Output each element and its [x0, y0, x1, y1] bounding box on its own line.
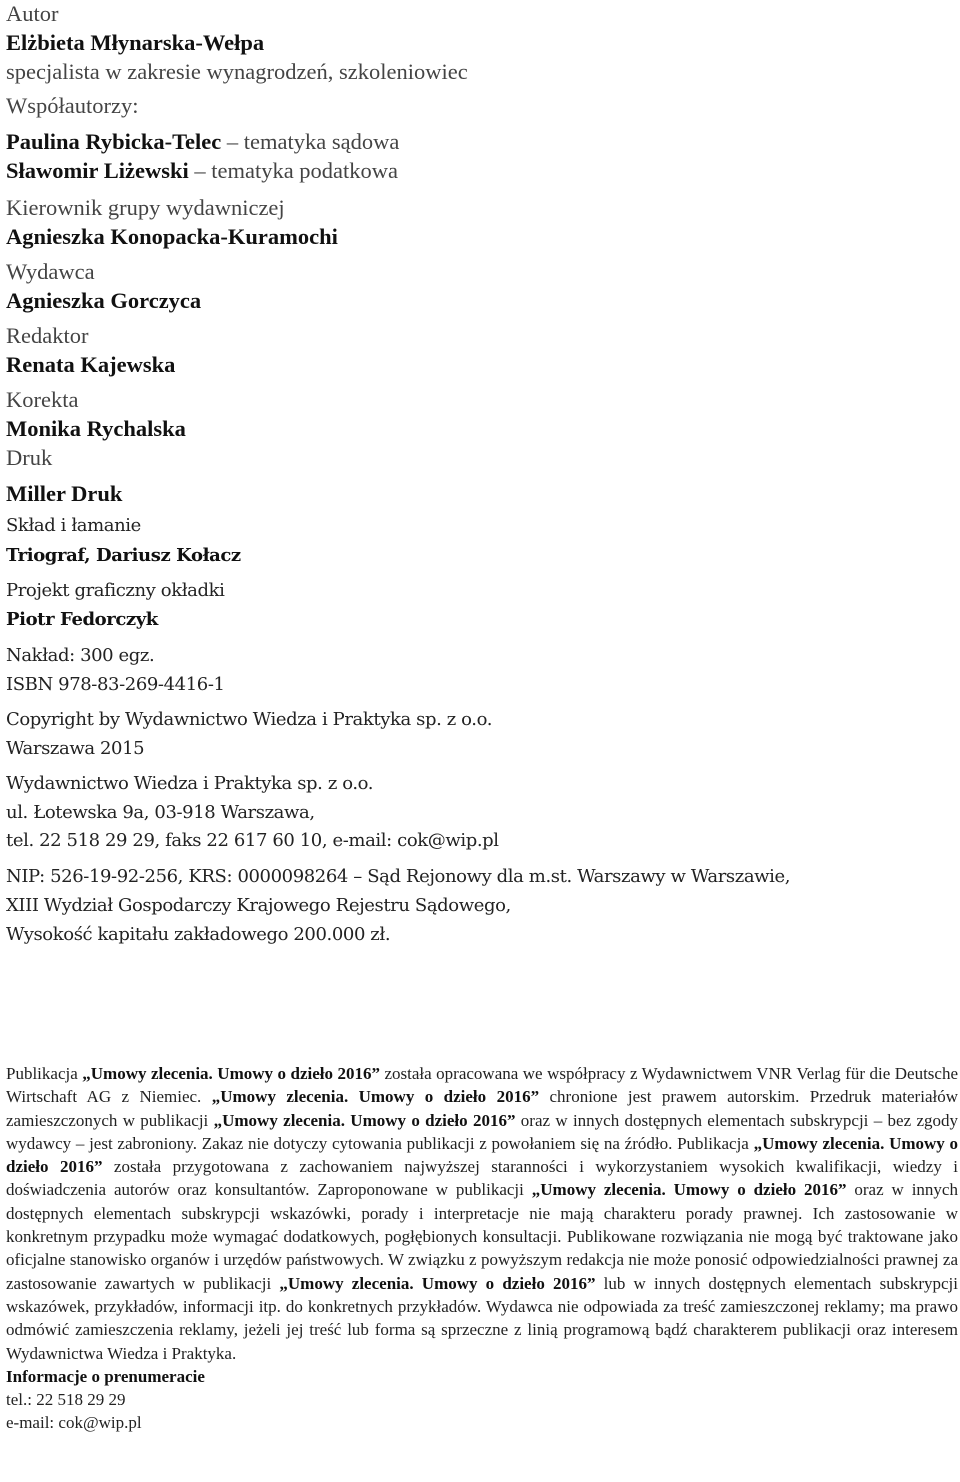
subscription-phone: tel.: 22 518 29 29 — [6, 1390, 126, 1410]
place-year: Warszawa 2015 — [6, 738, 145, 759]
author-name: Elżbieta Młynarska-Wełpa — [6, 30, 265, 55]
cover-name: Piotr Fedorczyk — [6, 609, 158, 630]
cover-label: Projekt graficzny okładki — [6, 580, 225, 601]
coauthors-label: Współautorzy: — [6, 93, 139, 118]
author-label: Autor — [6, 1, 59, 26]
coauthor-2-role: – tematyka podatkowa — [194, 158, 399, 183]
subscription-info — [6, 1365, 958, 1435]
editor-name: Renata Kajewska — [6, 352, 176, 377]
legal-notice — [6, 1062, 958, 1435]
isbn: ISBN 978-83-269-4416-1 — [6, 674, 225, 695]
legal-text-7: lub w innych dostępnych elementach subskrypcji wskazówek, przykładów, informacji itp. do konkretnych przykładów. Wydawca nie odpowiada za treść zamieszczonej reklamy; ma prawo odmówić zamieszczenia reklamy, jeżeli jej treść lub forma są sprzeczne z linią programową bądź charakterem publikacji oraz interesem Wydawnictwa Wiedza i Praktyka. — [6, 1273, 958, 1363]
publication-title-4: „Umowy zlecenia. Umowy o dzieło 2016” — [6, 1133, 958, 1177]
court-registry: XIII Wydział Gospodarczy Krajowego Rejestru Sądowego, — [6, 895, 511, 916]
group-head-name: Agnieszka Konopacka-Kuramochi — [6, 224, 338, 249]
subscription-email: e-mail: cok@wip.pl — [6, 1413, 142, 1433]
legal-text-6: oraz w innych dostępnych elementach subskrypcji wskazówki, porady i interpretacje nie mają charakteru porady prawnej. Ich zastosowanie w konkretnym przypadku może wymagać dodatkowych, pogłębionych konsultacji. Publikowane rozwiązania nie mogą być traktowane jako oficjalne stanowisko organów i urzędów państwowych. W związku z powyższym redakcja nie może ponosić odpowiedzialności prawnej za zastosowanie zawartych w publikacji — [6, 1180, 958, 1293]
copyright: Copyright by Wydawnictwo Wiedza i Praktyka sp. z o.o. — [6, 709, 493, 730]
publication-title-2: „Umowy zlecenia. Umowy o dzieło 2016” — [211, 1087, 540, 1107]
publisher-name: Agnieszka Gorczyca — [6, 288, 202, 313]
publication-title-3: „Umowy zlecenia. Umowy o dzieło 2016” — [213, 1110, 516, 1130]
company-name: Wydawnictwo Wiedza i Praktyka sp. z o.o. — [6, 773, 374, 794]
editor-label: Redaktor — [6, 323, 89, 348]
print-run: Nakład: 300 egz. — [6, 645, 155, 666]
print-name: Miller Druk — [6, 481, 123, 506]
proof-name: Monika Rychalska — [6, 416, 186, 441]
legal-text-5: została przygotowana z zachowaniem najwyższej staranności i wykorzystaniem wysokich kwalifikacji, wiedzy i doświadczenia autorów oraz konsultantów. Zaproponowane w publikacji — [6, 1157, 959, 1200]
legal-text-2: została opracowana we współpracy z Wydawnictwem VNR Verlag für die Deutsche Wirtschaft AG z Niemiec. — [6, 1064, 959, 1107]
publisher-label: Wydawca — [6, 259, 95, 284]
legal-text-4: oraz w innych dostępnych elementach subskrypcji – bez zgody wydawcy – jest zabroniony. Zakaz nie dotyczy cytowania publikacji z powołaniem się na źródło. Publikacja — [6, 1110, 958, 1153]
publication-title-6: „Umowy zlecenia. Umowy o dzieło 2016” — [279, 1273, 596, 1293]
legal-text-1: Publikacja — [6, 1064, 83, 1083]
legal-text-3: chronione jest prawem autorskim. Przedruk materiałów zamieszczonych w publikacji — [6, 1087, 958, 1130]
coauthor-1 — [6, 128, 399, 156]
company-contact: tel. 22 518 29 29, faks 22 617 60 10, e-mail: cok@wip.pl — [6, 830, 499, 851]
coauthor-1-role: – tematyka sądowa — [226, 129, 400, 154]
proof-label: Korekta — [6, 387, 79, 412]
company-address: ul. Łotewska 9a, 03-918 Warszawa, — [6, 802, 315, 823]
typeset-name: Triograf, Dariusz Kołacz — [6, 545, 241, 566]
subscription-heading: Informacje o prenumeracie — [6, 1366, 205, 1386]
author-role: specjalista w zakresie wynagrodzeń, szkoleniowiec — [6, 59, 468, 84]
coauthor-2-name: Sławomir Liżewski — [6, 158, 189, 183]
publication-title-1: „Umowy zlecenia. Umowy o dzieło 2016” — [82, 1064, 380, 1083]
typeset-label: Skład i łamanie — [6, 515, 141, 536]
coauthor-2 — [6, 157, 398, 185]
print-label: Druk — [6, 445, 53, 470]
nip-krs: NIP: 526-19-92-256, KRS: 0000098264 – Sąd Rejonowy dla m.st. Warszawy w Warszawie, — [6, 866, 791, 887]
group-head-label: Kierownik grupy wydawniczej — [6, 195, 285, 220]
coauthor-1-name: Paulina Rybicka-Telec — [6, 129, 222, 154]
share-capital: Wysokość kapitału zakładowego 200.000 zł. — [6, 924, 391, 945]
publication-title-5: „Umowy zlecenia. Umowy o dzieło 2016” — [531, 1180, 847, 1200]
